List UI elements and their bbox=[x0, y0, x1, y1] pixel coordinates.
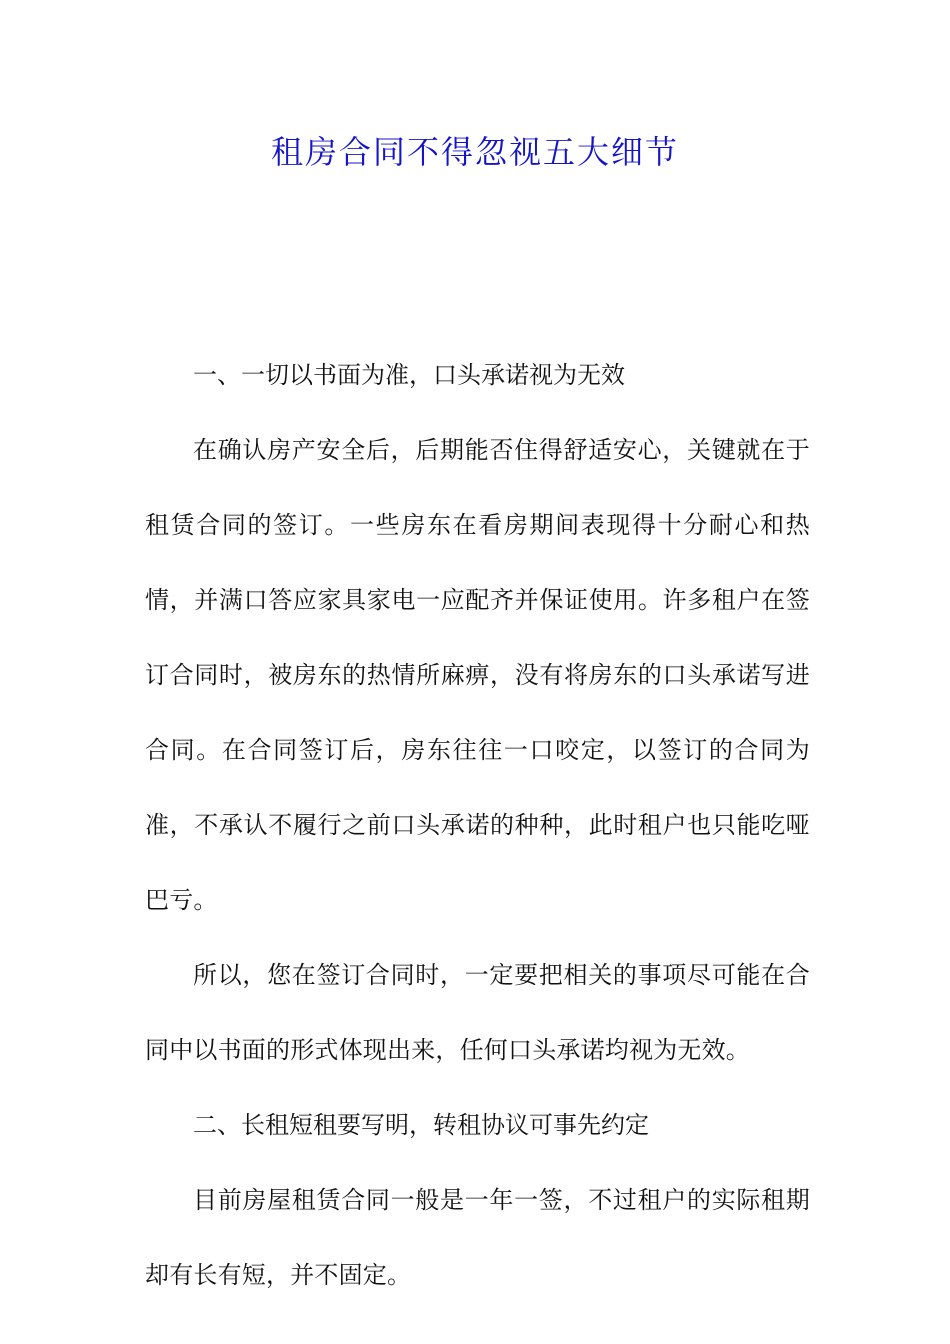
section-1-paragraph-1: 在确认房产安全后，后期能否住得舒适安心，关键就在于租赁合同的签订。一些房东在看房期间表现得十分耐心和热情，并满口答应家具家电一应配齐并保证使用。许多租户在签订合同时，被房东的热情所麻痹，没有将房东的口头承诺写进合同。在合同签订后，房东往往一口咬定，以签订的合同为准，不承认不履行之前口头承诺的种种，此时租户也只能吃哑巴亏。 bbox=[145, 436, 810, 914]
section-2-paragraph-1: 目前房屋租赁合同一般是一年一签，不过租户的实际租期却有长有短，并不固定。 bbox=[145, 1186, 810, 1289]
document-body bbox=[145, 338, 810, 1313]
section-heading-2: 二、长租短租要写明，转租协议可事先约定 bbox=[193, 1111, 649, 1139]
section-1-paragraph-2: 所以，您在签订合同时，一定要把相关的事项尽可能在合同中以书面的形式体现出来，任何口头承诺均视为无效。 bbox=[145, 961, 810, 1064]
section-heading-1: 一、一切以书面为准，口头承诺视为无效 bbox=[193, 361, 625, 389]
document-title: 租房合同不得忽视五大细节 bbox=[270, 133, 679, 171]
